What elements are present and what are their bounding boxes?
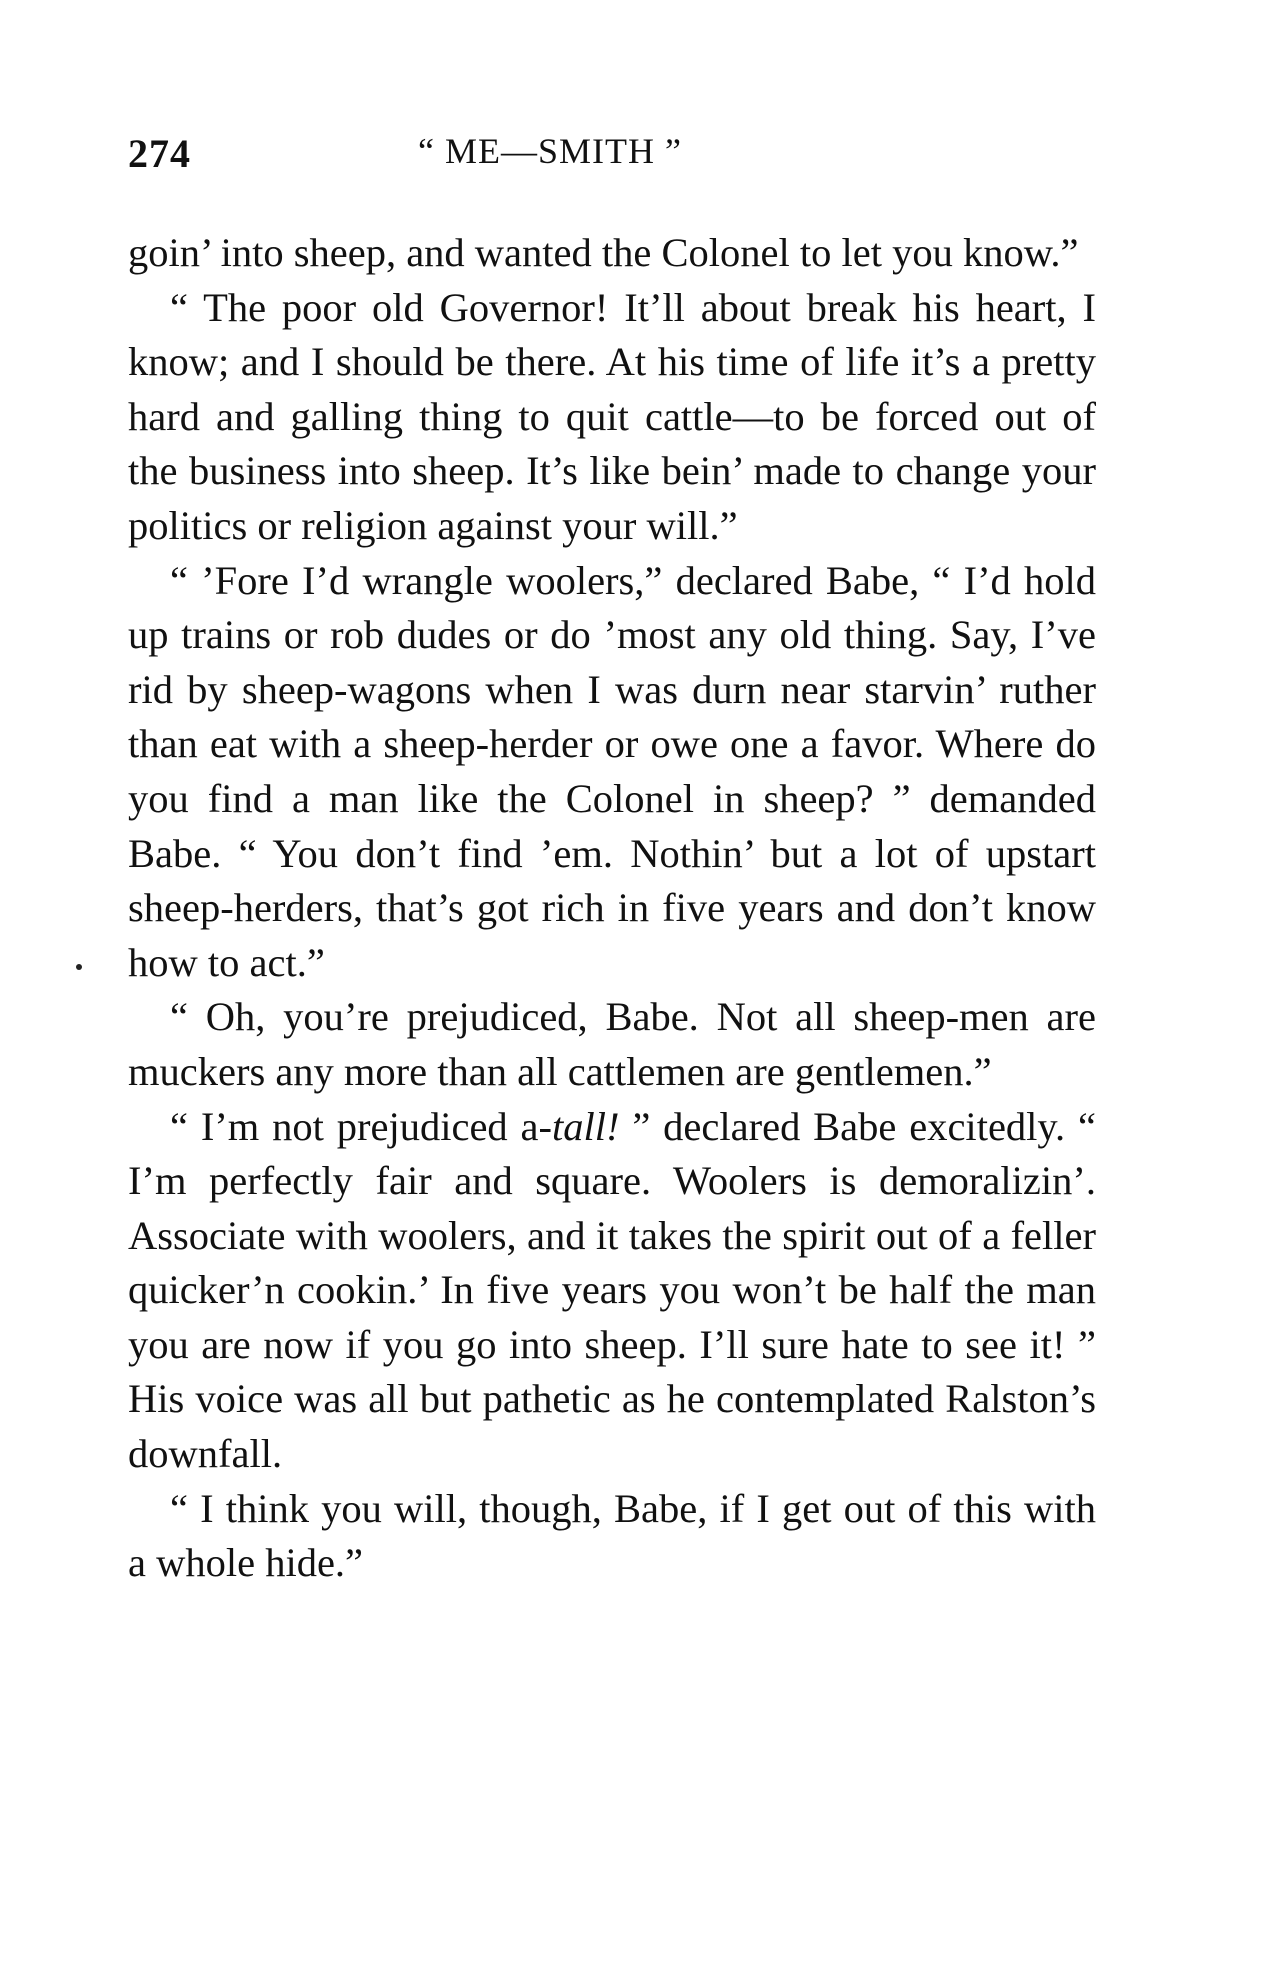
page-header xyxy=(128,130,1096,180)
paragraph-5-part-3: ” declared Babe excitedly. “ I’m perfectly fair and square. Woolers is demoralizin’. Associate with woolers, and it takes the spirit out of a feller quicker’n cookin.’ In five years you won’t be half the man you are now if you go into sheep. I’ll sure hate to see it! ” His voice was all but pathetic as he contemplated Ralston’s downfall. xyxy=(128,1103,1096,1477)
paragraph-5 xyxy=(128,1100,1096,1482)
paragraph-5-part-1: “ I’m not prejudiced a- xyxy=(170,1103,552,1149)
paragraph-5-emphasis: tall! xyxy=(552,1103,620,1149)
paragraph-2: “ The poor old Governor! It’ll about break his heart, I know; and I should be there. At his time of life it’s a pretty hard and galling thing to quit cattle—to be forced out of the business into sheep. It’s like bein’ made to change your politics or religion against your will.” xyxy=(128,284,1096,548)
stray-dot-mark xyxy=(76,964,82,970)
paragraph-3: “ ’Fore I’d wrangle woolers,” declared Babe, “ I’d hold up trains or rob dudes or do ’most any old thing. Say, I’ve rid by sheep-wagons when I was durn near starvin’ ruther than eat with a sheep-herder or owe one a favor. Where do you find a man like the Colonel in sheep? ” demanded Babe. “ You don’t find ’em. Nothin’ but a lot of upstart sheep-herders, that’s got rich in five years and don’t know how to act.” xyxy=(128,557,1096,985)
paragraph-4: “ Oh, you’re prejudiced, Babe. Not all sheep-men are muckers any more than all cattlemen are gentlemen.” xyxy=(128,994,1096,1094)
body-text xyxy=(128,226,1096,1591)
page-number: 274 xyxy=(128,131,191,176)
paragraph-1: goin’ into sheep, and wanted the Colonel to let you know.” xyxy=(128,230,1079,275)
running-title: “ ME—SMITH ” xyxy=(418,131,682,171)
paragraph-6: “ I think you will, though, Babe, if I get out of this with a whole hide.” xyxy=(128,1485,1096,1586)
